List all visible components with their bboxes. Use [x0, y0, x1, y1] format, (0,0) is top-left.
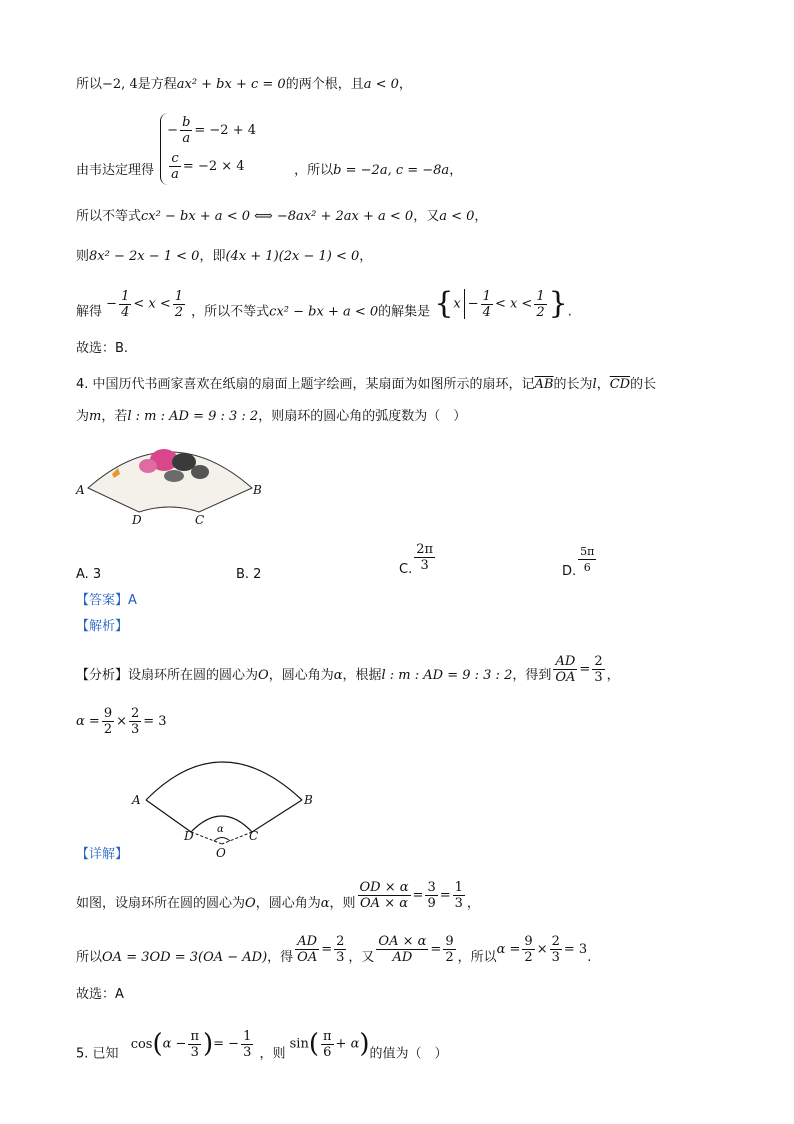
text: 为: [76, 409, 90, 424]
set-brace-right: }: [548, 286, 568, 321]
math-text: =: [439, 888, 451, 903]
math-sign: −: [467, 296, 479, 312]
math-var: O: [245, 896, 256, 911]
text: 是方程: [137, 77, 177, 92]
system-eq-2: $\frac{c}{a}$ = −2 × 4: [171, 151, 245, 182]
set-brace-left: {: [434, 286, 454, 321]
math-text: + α: [335, 1036, 360, 1052]
text: ，: [398, 77, 412, 92]
math-text: =: [579, 662, 591, 677]
equation-system: [160, 113, 256, 185]
text: ，: [474, 209, 488, 224]
text: ，: [596, 377, 610, 392]
math-fraction: $\frac{1}{3}$: [243, 1028, 252, 1060]
text: ，若: [101, 409, 128, 424]
math-fraction: $\frac{9}{2}$: [524, 934, 533, 965]
math-text: < x <: [494, 296, 533, 312]
option-a: A. 3: [76, 567, 102, 582]
text: ，即: [199, 249, 226, 264]
math-fraction: $\frac{OA \times \alpha}{AD}$: [378, 934, 427, 965]
math-fraction: $\frac{9}{2}$: [445, 934, 454, 965]
math-text: =: [321, 942, 333, 957]
math-fraction: $\frac{\pi}{6}$: [323, 1028, 332, 1060]
math-inequality: 8x² − 2x − 1 < 0: [89, 249, 200, 264]
option-b: B. 2: [236, 567, 262, 582]
math-fraction: $\frac{9}{2}$: [103, 706, 113, 737]
math-inequality: cx² − bx + a < 0: [269, 304, 379, 320]
label-b: B: [304, 793, 313, 807]
q4-stem-line1: [76, 376, 656, 394]
label-o: O: [216, 846, 226, 860]
math-equation: ax² + bx + c = 0: [176, 77, 286, 92]
text: 的两个根，且: [285, 77, 364, 92]
line-inequality: [76, 208, 487, 226]
math-fraction: $\frac{3}{9}$: [427, 880, 436, 911]
q4-stem-line2: [76, 408, 466, 426]
system-eq-1: − $\frac{b}{a}$ = −2 + 4: [167, 115, 257, 146]
analysis-line1: [76, 650, 620, 696]
math-text: =: [430, 942, 442, 957]
line-roots: [76, 76, 412, 94]
math-text: α −: [162, 1036, 187, 1052]
text: ，: [449, 163, 463, 178]
math-fraction: $\frac{AD}{OA}$: [555, 654, 576, 685]
text: 由韦达定理得: [76, 163, 155, 178]
detail-label: 【详解】: [76, 847, 129, 862]
text: ，得到: [512, 668, 552, 683]
answer-label: 【答案】A: [76, 593, 137, 608]
text: 【分析】设扇环所在圆的圆心为: [76, 668, 259, 683]
text: ，所以不等式: [191, 304, 270, 320]
label-d: D: [184, 829, 194, 843]
math-fraction: $\frac{\pi}{3}$: [190, 1028, 199, 1060]
math-fraction: $\frac{1}{2}$: [174, 288, 184, 320]
dashed-oc: [222, 832, 252, 844]
line-choice-b: 故选：B.: [76, 341, 129, 356]
text: 所以不等式: [76, 209, 142, 224]
math-condition: a < 0: [363, 77, 399, 92]
option-d: [562, 540, 598, 592]
math-text: < x <: [133, 296, 171, 312]
line-quadratic: [76, 248, 372, 266]
math-fraction: $\frac{5\pi}{6}$: [580, 545, 595, 574]
text: .: [587, 950, 592, 965]
math-func: sin: [289, 1036, 309, 1052]
math-fraction: $\frac{2}{3}$: [131, 706, 140, 737]
math-roots: −2, 4: [102, 77, 138, 92]
text: 的值为（ ）: [369, 1046, 448, 1062]
segment-ad: [146, 800, 191, 832]
segment-bc: [252, 800, 302, 832]
set-bar: [464, 289, 465, 319]
text: 如图，设扇环所在圆的圆心为: [76, 896, 246, 911]
math-var: x: [453, 296, 461, 312]
analysis-label: 【解析】: [76, 619, 129, 634]
arc-ab: $\overline{AB}$: [534, 377, 554, 392]
outer-arc: [146, 762, 302, 800]
text: .: [567, 304, 572, 320]
math-sign: −: [106, 296, 118, 312]
math-ratio: l : m : AD = 9 : 3 : 2: [381, 668, 513, 683]
math-text: ×: [116, 714, 127, 729]
line-solution-set: [76, 284, 572, 333]
math-var: α: [333, 668, 343, 683]
math-paren: (: [152, 1029, 163, 1059]
math-result: b = −2a, c = −8a: [333, 163, 450, 178]
math-fraction: $\frac{1}{3}$: [454, 880, 463, 911]
label-c: C: [195, 513, 205, 527]
text: ，: [606, 668, 620, 683]
math-fraction: $\frac{2}{3}$: [551, 934, 560, 965]
math-fraction: $\frac{2}{3}$: [594, 654, 603, 685]
option-label: C.: [399, 562, 413, 577]
text: ，所以: [457, 950, 497, 965]
text: ，则: [259, 1046, 286, 1062]
label-b: B: [253, 483, 262, 497]
text: 4. 中国历代书画家喜欢在纸扇的扇面上题字绘画，某扇面为如图所示的扇环，记: [76, 377, 535, 392]
math-condition: a < 0: [439, 209, 475, 224]
math-text: = 3: [563, 942, 588, 957]
text: 所以: [76, 950, 103, 965]
math-equation: OA = 3OD = 3(OA − AD): [102, 950, 268, 965]
peony-flower-icon: [139, 459, 157, 473]
line-choice-a: 故选：A: [76, 987, 124, 1002]
text: ，又: [348, 950, 375, 965]
math-fraction: $\frac{1}{2}$: [536, 288, 545, 320]
text: 的长为: [553, 377, 593, 392]
math-text: = 3: [143, 714, 167, 729]
label-a: A: [76, 483, 85, 497]
math-fraction: $\frac{1}{4}$: [482, 288, 491, 320]
math-fraction: $\frac{2\pi}{3}$: [416, 542, 434, 573]
math-ratio: l : m : AD = 9 : 3 : 2: [127, 409, 259, 424]
math-fraction: $\frac{AD}{OA}$: [297, 934, 318, 965]
math-var: O: [258, 668, 269, 683]
text: 的长: [630, 377, 657, 392]
math-factored: (4x + 1)(2x − 1) < 0: [225, 249, 360, 264]
math-text: =: [412, 888, 424, 903]
text: ，根据: [342, 668, 382, 683]
text: 5. 已知: [76, 1046, 119, 1062]
fan-painting-figure: [72, 436, 272, 532]
math-var: l: [592, 377, 597, 392]
text: ，圆心角为: [268, 668, 334, 683]
math-var: α: [320, 896, 330, 911]
sector-ring-diagram: [126, 746, 326, 862]
text: 则: [76, 249, 90, 264]
label-d: D: [132, 513, 142, 527]
option-c: [399, 538, 437, 590]
label-a: A: [132, 793, 141, 807]
math-paren: ): [202, 1029, 214, 1059]
text: ，得: [267, 950, 294, 965]
detail-line2: [76, 930, 591, 978]
math-paren: ): [359, 1029, 370, 1059]
label-alpha: α: [217, 824, 224, 835]
text: ，又: [413, 209, 440, 224]
math-text: = −: [213, 1036, 240, 1052]
line-vieta: [76, 112, 462, 208]
arc-cd: $\overline{CD}$: [609, 377, 631, 392]
label-c: C: [249, 829, 259, 843]
math-paren: (: [308, 1029, 319, 1059]
text: 所以: [76, 77, 103, 92]
text: 解得: [76, 304, 103, 320]
math-text: ×: [536, 942, 548, 957]
angle-arc: [214, 838, 230, 842]
math-func: cos: [130, 1036, 153, 1052]
text: ，则扇环的圆心角的弧度数为（ ）: [258, 409, 467, 424]
math-fraction: $\frac{1}{4}$: [121, 288, 130, 320]
text: 的解集是: [378, 304, 431, 320]
text: ，所以: [294, 163, 334, 178]
text: ，: [466, 896, 480, 911]
ink-leaves-icon: [164, 470, 184, 482]
math-fraction: $\frac{2}{3}$: [336, 934, 345, 965]
math-text: α =: [76, 714, 100, 729]
option-label: D.: [562, 564, 577, 579]
detail-line1: [76, 876, 480, 924]
text: ，则: [329, 896, 356, 911]
math-inequality: cx² − bx + a < 0 ⟺ −8ax² + 2ax + a < 0: [141, 209, 414, 224]
math-fraction: $\frac{OD \times \alpha}{OA \times \alpha}$: [359, 880, 409, 911]
math-text: α =: [496, 942, 521, 957]
ink-leaves-icon: [191, 465, 209, 479]
text: ，: [359, 249, 373, 264]
q5-stem: [76, 1024, 448, 1075]
text: ，圆心角为: [255, 896, 321, 911]
analysis-line2: [76, 702, 167, 742]
math-var: m: [89, 409, 102, 424]
